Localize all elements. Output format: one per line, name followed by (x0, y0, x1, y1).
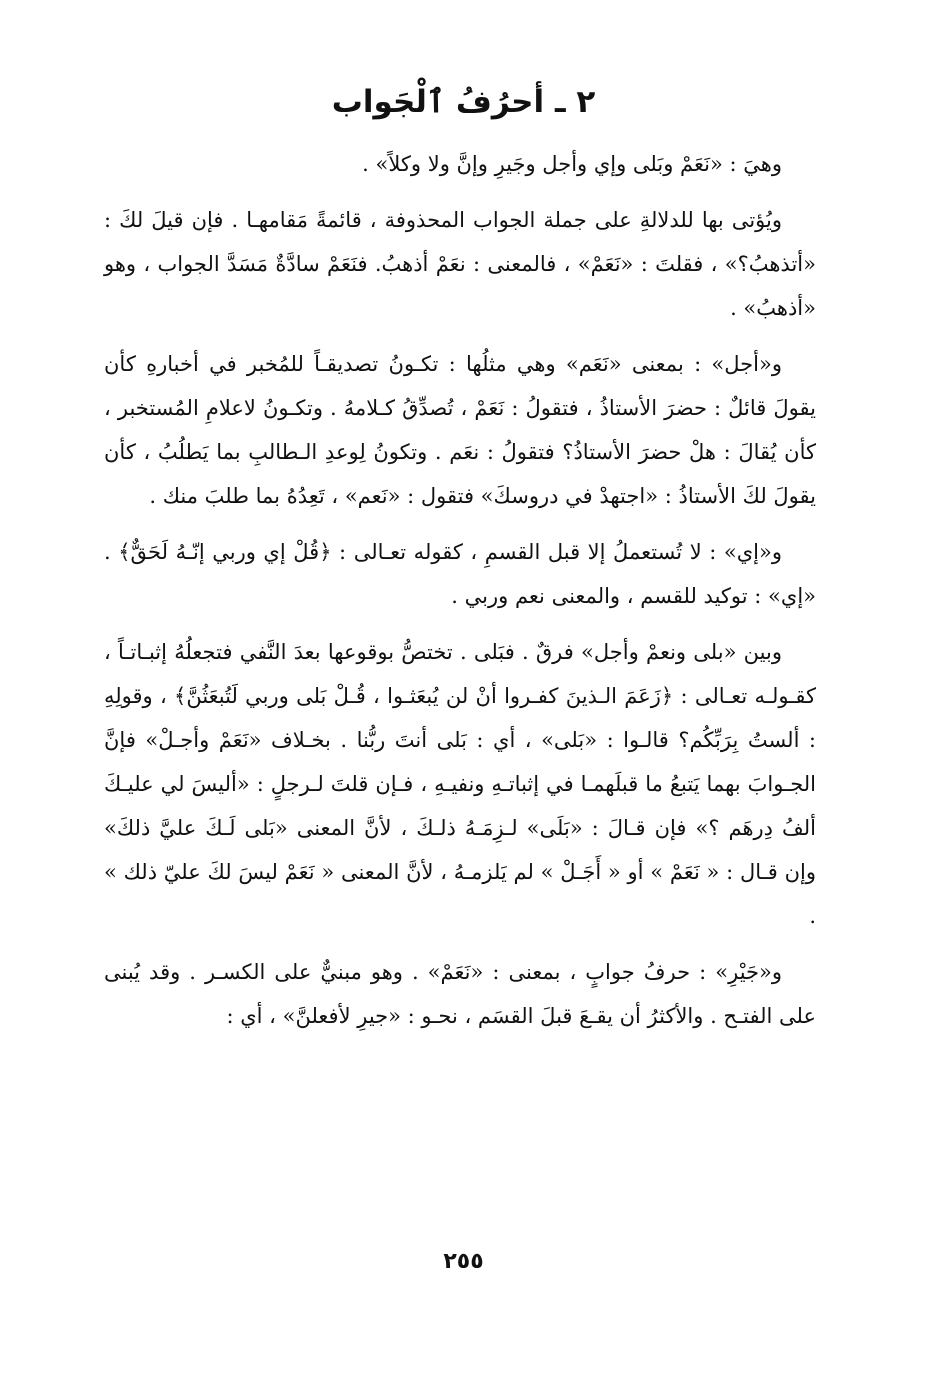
paragraph-jayri: و«جَيْرِ» : حرفُ جوابٍ ، بمعنى : «نَعَمْ» . وهو مبنيٌّ على الكسـر . وقد يُبنى على الفتـح . والأكثرُ أن يقـعَ قبلَ القسَم ، نحـو : «جيرِ لأفعلنَّ» ، أي : (104, 960, 816, 1028)
paragraph-iy: و«إي» : لا تُستعملُ إلا قبل القسمِ ، كقوله تعـالى : ﴿قُلْ إي وربي إنّـهُ لَحَقٌّ﴾ . «إي» : توكيد للقسم ، والمعنى نعم وربي . (104, 540, 816, 608)
body-text (104, 142, 816, 1038)
paragraph-list-intro: وهيَ : «نَعَمْ وبَلى وإي وأجل وجَيرِ وإنَّ ولا وكلاً» . (362, 152, 782, 176)
paragraph-bala-naam-difference: وبين «بلى ونعمْ وأجل» فرقٌ . فبَلى . تختصُّ بوقوعها بعدَ النَّفي فتجعلُهُ إثبـاتـاً ، كقـولـه تعـالى : ﴿زَعَمَ الـذينَ كفـروا أنْ لن يُبعَثـوا ، قُـلْ بَلى وربي لَتُبعَثُنَّ﴾ ، وقولِهِ : ألستُ بِرَبِّكُم؟ قالـوا : «بَلى» ، أي : بَلى أنتَ ربُّنا . بخـلاف «نَعَمْ وأجـلْ» فإنَّ الجـوابَ بهما يَتبعُ ما قبلَهمـا في إثباتـهِ ونفيـهِ ، فـإن قلتَ لـرجلٍ : «أليسَ لي عليـكَ ألفُ دِرهَم ؟» فإن قـالَ : «بَلَى» لـزِمَـهُ ذلـكَ ، لأنَّ المعنى «بَلى لَـكَ عليَّ ذلكَ» وإن قـال : « نَعَمْ » أو « أَجَـلْ » لم يَلزمـهُ ، لأنَّ المعنى « نَعَمْ ليسَ لكَ عليّ ذلك » . (104, 640, 816, 928)
page-number: ٢٥٥ (443, 1249, 484, 1274)
paragraph-ajal: و«أجل» : بمعنى «نَعَم» وهي مثلُها : تكـونُ تصديقـاً للمُخبر في أخبارهِ كأن يقولَ قائلٌ : حضرَ الأستاذُ ، فتقولُ : نَعَمْ ، تُصدِّقُ كـلامهُ . وتكـونُ لاعلامِ المُستخبر ، كأن يُقالَ : هلْ حضرَ الأستاذُ؟ فتقولُ : نعَم . وتكونُ لِوعدِ الـطالبِ بما يَطلُبُ ، كأن يقولَ لكَ الأستاذُ : «اجتهدْ في دروسكَ» فتقول : «نَعم» ، تَعِدُهُ بما طلبَ منك . (104, 352, 816, 508)
section-heading: ٢ ـ أحرُفُ ٱلْجَواب (331, 84, 596, 120)
paragraph-usage: ويُؤتى بها للدلالةِ على جملة الجواب المحذوفة ، قائمةً مَقامهـا . فإن قيلَ لكَ : «أتذهبُ؟» ، فقلتَ : «نَعَمْ» ، فالمعنى : نعَمْ أذهبُ. فنَعَمْ سادَّةٌ مَسَدَّ الجواب ، وهو «أذهبُ» . (104, 208, 816, 320)
